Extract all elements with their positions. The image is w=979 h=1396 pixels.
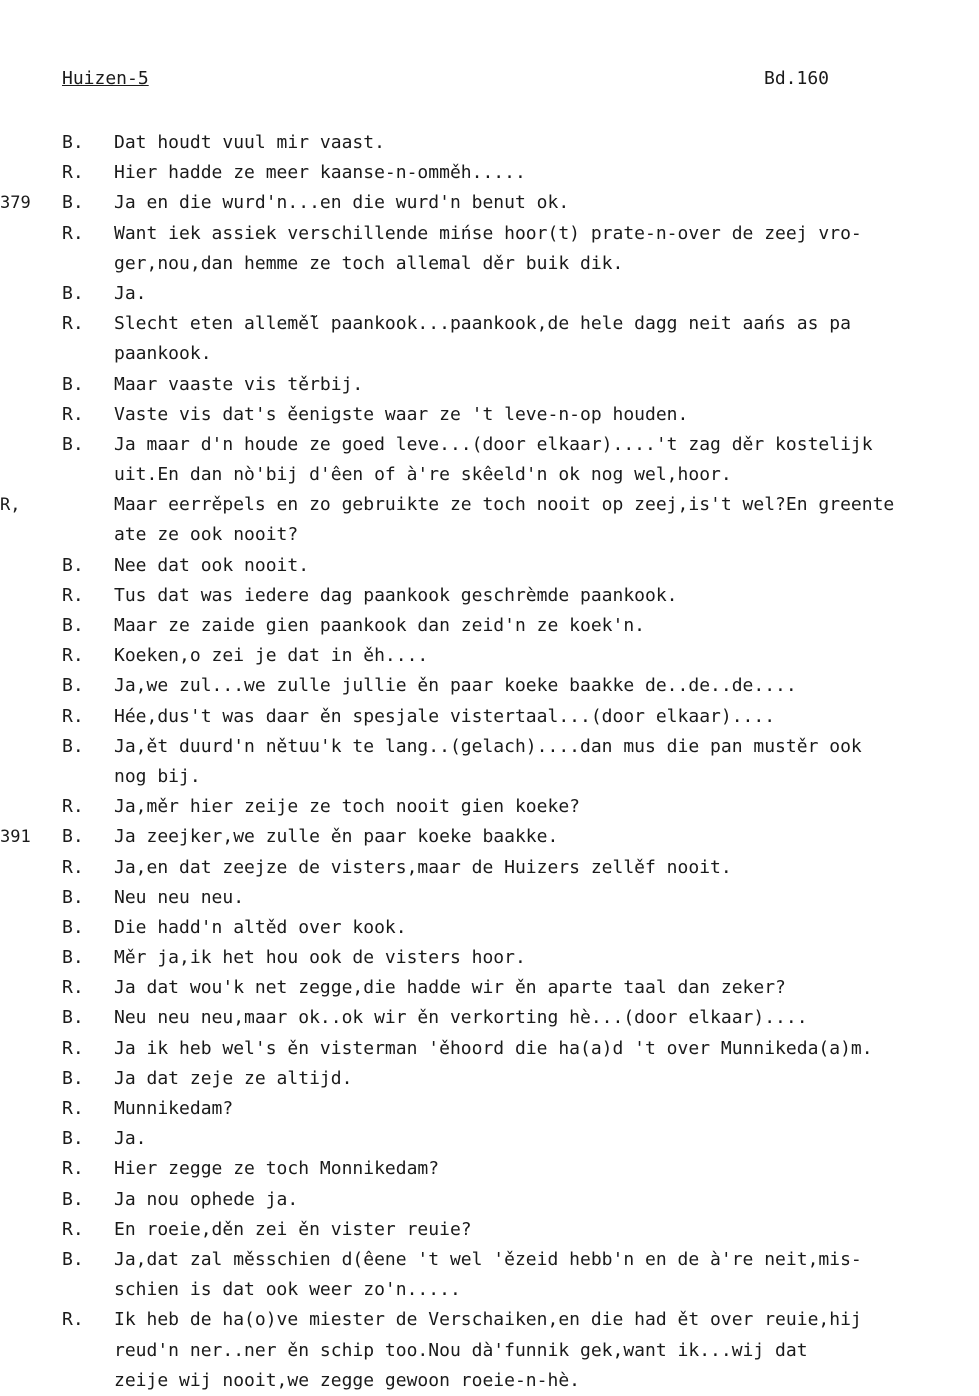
utterance-text: Neu neu neu.	[114, 886, 245, 908]
transcript-line	[0, 883, 979, 913]
utterance-text: Hier zegge ze toch Monnikedam?	[114, 1158, 440, 1180]
header-title: Huizen-5	[62, 68, 149, 89]
utterance-text: Want iek assiek verschillende mińse hoor(t) prate-n-over de zeej vro-	[114, 222, 862, 244]
transcript-line	[0, 370, 979, 400]
speaker-label: R.	[62, 856, 84, 878]
transcript-lines	[0, 128, 979, 1396]
utterance-text: nog bij.	[114, 765, 201, 787]
speaker-label: B.	[62, 1128, 84, 1150]
transcript-line	[0, 1094, 979, 1124]
utterance-text: Ja,we zul...we zulle jullie ěn paar koeke baakke de..de..de....	[114, 675, 797, 697]
speaker-label: R.	[62, 584, 84, 606]
speaker-label: R.	[62, 977, 84, 999]
speaker-label: R.	[62, 1098, 84, 1119]
transcript-line	[0, 1034, 979, 1064]
transcript-line	[0, 1124, 979, 1154]
transcript-line	[0, 732, 979, 762]
utterance-text: zeije wij nooit,we zegge gewoon roeie-n-hè.	[114, 1369, 580, 1391]
transcript-line	[0, 792, 979, 822]
utterance-text: Ja.	[114, 1128, 147, 1150]
transcript-line	[0, 1003, 979, 1033]
speaker-label: R.	[62, 313, 84, 335]
transcript-line	[0, 551, 979, 581]
transcript-line	[0, 490, 979, 520]
transcript-line	[0, 702, 979, 732]
speaker-label: B.	[62, 947, 84, 969]
speaker-label: R.	[62, 1218, 84, 1240]
transcript-line	[0, 1305, 979, 1335]
transcript-line	[0, 853, 979, 883]
speaker-label: B.	[62, 373, 84, 395]
utterance-text: Ja zeejker,we zulle ěn paar koeke baakke.	[114, 826, 559, 848]
utterance-text: Ja,dat zal měsschien d(êene 't wel 'ězeid hebb'n en de à're neit,mis-	[114, 1248, 862, 1270]
utterance-text: Ja nou ophede ja.	[114, 1188, 299, 1210]
utterance-text: Maar eerrěpels en zo gebruikte ze toch nooit op zeej,is't wel?En greente	[114, 494, 895, 516]
speaker-label: R.	[62, 645, 84, 667]
speaker-label: B.	[62, 675, 84, 697]
utterance-text: Ja,en dat zeejze de visters,maar de Huizers zellěf nooit.	[114, 856, 732, 878]
utterance-text: ger,nou,dan hemme ze toch allemal děr buik dik.	[114, 252, 624, 274]
transcript-line	[0, 430, 979, 460]
speaker-label: B.	[62, 554, 84, 576]
transcript-line	[0, 762, 979, 792]
speaker-label: R.	[62, 1037, 84, 1059]
utterance-text: Maar vaaste vis těrbij.	[114, 373, 364, 395]
transcript-line	[0, 460, 979, 490]
utterance-text: uit.En dan nò'bij d'êen of à're skêeld'n ok nog wel,hoor.	[114, 464, 732, 486]
utterance-text: Dat houdt vuul mir vaast.	[114, 132, 385, 153]
speaker-label: B.	[62, 615, 84, 636]
utterance-text: Tus dat was iedere dag paankook geschrèmde paankook.	[114, 584, 678, 606]
transcript-line	[0, 1245, 979, 1275]
utterance-text: paankook.	[114, 343, 212, 365]
utterance-text: Ja dat wou'k net zegge,die hadde wir ěn aparte taal dan zeker?	[114, 977, 786, 999]
speaker-label: B.	[62, 433, 84, 455]
utterance-text: Ja,ět duurd'n nětuu'k te lang..(gelach)....dan mus die pan mustěr ook	[114, 735, 862, 757]
utterance-text: Ja.	[114, 282, 147, 304]
speaker-label: R.	[62, 705, 84, 727]
transcript-line	[0, 309, 979, 339]
margin-line-number: 391	[0, 827, 31, 848]
speaker-label: B.	[62, 1067, 84, 1089]
transcript-line	[0, 188, 979, 218]
utterance-text: Nee dat ook nooit.	[114, 554, 310, 576]
speaker-label: R.	[62, 796, 84, 818]
utterance-text: Ik heb de ha(o)ve miester de Verschaiken,en die had ět over reuie,hij	[114, 1309, 862, 1331]
speaker-label: R.	[62, 222, 84, 244]
transcript-line	[0, 1154, 979, 1184]
transcript-line	[0, 611, 979, 641]
transcript-line	[0, 1275, 979, 1305]
utterance-text: Vaste vis dat's ěenigste waar ze 't leve-n-op houden.	[114, 403, 689, 425]
margin-line-number: R,	[0, 495, 21, 516]
transcript-line	[0, 822, 979, 852]
utterance-text: Munnikedam?	[114, 1098, 234, 1119]
transcript-line	[0, 1366, 979, 1396]
transcript-line	[0, 1185, 979, 1215]
utterance-text: ate ze ook nooit?	[114, 524, 299, 546]
speaker-label: R.	[62, 1309, 84, 1331]
utterance-text: Hée,dus't was daar ěn spesjale vistertaal...(door elkaar)....	[114, 705, 776, 727]
transcript-line	[0, 279, 979, 309]
speaker-label: B.	[62, 132, 84, 153]
transcript-line	[0, 1064, 979, 1094]
utterance-text: En roeie,děn zei ěn vister reuie?	[114, 1218, 472, 1240]
speaker-label: B.	[62, 192, 84, 214]
transcript-line	[0, 581, 979, 611]
transcript-line	[0, 973, 979, 1003]
utterance-text: Ja,měr hier zeije ze toch nooit gien koeke?	[114, 796, 580, 818]
utterance-text: Ja en die wurd'n...en die wurd'n benut ok.	[114, 192, 570, 214]
speaker-label: R.	[62, 162, 84, 184]
utterance-text: Ja dat zeje ze altijd.	[114, 1067, 353, 1089]
utterance-text: Koeken,o zei je dat in ěh....	[114, 645, 429, 667]
transcript-line	[0, 943, 979, 973]
speaker-label: B.	[62, 916, 84, 938]
margin-line-number: 379	[0, 193, 31, 214]
transcript-line	[0, 339, 979, 369]
transcript-line	[0, 158, 979, 188]
speaker-label: B.	[62, 1248, 84, 1270]
utterance-text: Slecht eten allemě̆l paankook...paankook,de hele dagg neit aańs as pa	[114, 313, 851, 335]
utterance-text: Maar ze zaide gien paankook dan zeid'n ze koek'n.	[114, 615, 646, 636]
speaker-label: B.	[62, 735, 84, 757]
transcript-line	[0, 128, 979, 158]
transcript-line	[0, 1215, 979, 1245]
utterance-text: Měr ja,ik het hou ook de visters hoor.	[114, 947, 526, 969]
speaker-label: B.	[62, 826, 84, 848]
transcript-line	[0, 520, 979, 550]
speaker-label: R.	[62, 1158, 84, 1180]
utterance-text: schien is dat ook weer zo'n.....	[114, 1279, 461, 1301]
transcript-line	[0, 913, 979, 943]
transcript-line	[0, 671, 979, 701]
utterance-text: Die hadd'n altěd over kook.	[114, 916, 407, 938]
utterance-text: Neu neu neu,maar ok..ok wir ěn verkorting hè...(door elkaar)....	[114, 1007, 808, 1029]
utterance-text: reud'n ner..ner ěn schip too.Nou dà'funnik gek,want ik...wij dat	[114, 1339, 808, 1361]
transcript-line	[0, 1336, 979, 1366]
transcript-line	[0, 219, 979, 249]
utterance-text: Ja maar d'n houde ze goed leve...(door elkaar)....'t zag děr kostelijk	[114, 433, 873, 455]
utterance-text: Hier hadde ze meer kaanse-n-omměh.....	[114, 162, 526, 184]
transcript-line	[0, 641, 979, 671]
transcript-line	[0, 400, 979, 430]
speaker-label: B.	[62, 1007, 84, 1029]
speaker-label: R.	[62, 403, 84, 425]
utterance-text: Ja ik heb wel's ěn visterman 'ěhoord die ha(a)d 't over Munnikeda(a)m.	[114, 1037, 873, 1059]
speaker-label: B.	[62, 1188, 84, 1210]
speaker-label: B.	[62, 886, 84, 908]
transcript-line	[0, 249, 979, 279]
speaker-label: B.	[62, 282, 84, 304]
header-page-number: Bd.160	[764, 68, 830, 89]
